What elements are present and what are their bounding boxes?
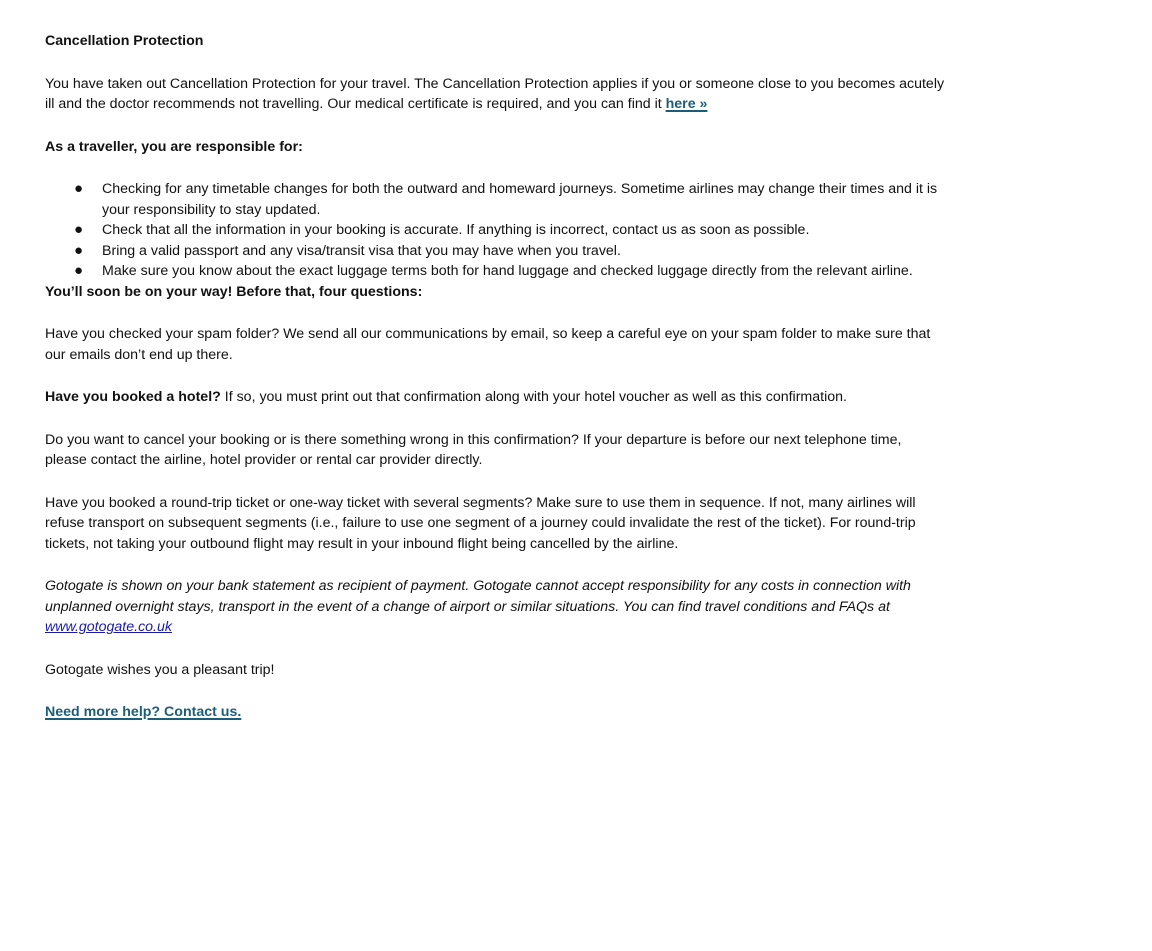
list-item-text: Check that all the information in your booking is accurate. If anything is incorrect, contact us as soon as possible. <box>102 222 810 238</box>
responsibilities-heading: As a traveller, you are responsible for: <box>45 138 303 155</box>
responsibilities-list <box>45 179 945 282</box>
roundtrip-question: Have you booked a round-trip ticket or one-way ticket with several segments? Make sure to use them in sequence. If not, many airlines will refuse transport on subsequent segments (i.e., failure to use one segment of a journey could invalidate the rest of the ticket). For round-trip tickets, not taking your outbound flight may result in your inbound flight being cancelled by the airline. <box>45 494 916 552</box>
disclaimer <box>45 576 945 638</box>
list-item-text: Make sure you know about the exact luggage terms both for hand luggage and checked luggage directly from the relevant airline. <box>102 263 913 279</box>
list-item <box>45 220 945 241</box>
bullet-icon: ● <box>74 241 84 259</box>
list-item-text: Checking for any timetable changes for both the outward and homeward journeys. Sometime airlines may change their times and it is your responsibility to stay updated. <box>102 181 938 218</box>
cancellation-paragraph <box>45 74 945 115</box>
list-item-text: Bring a valid passport and any visa/transit visa that you may have when you travel. <box>102 242 621 259</box>
list-item <box>45 241 945 262</box>
cancellation-body: You have taken out Cancellation Protection for your travel. The Cancellation Protection applies if you or someone close to you becomes acutely ill and the doctor recommends not travelling. Our medical certificate is required, and you can find it <box>45 75 945 112</box>
closing-wish: Gotogate wishes you a pleasant trip! <box>45 661 275 678</box>
spam-question: Have you checked your spam folder? We send all our communications by email, so keep a careful eye on your spam folder to make sure that our emails don’t end up there. <box>45 326 931 363</box>
cancellation-title: Cancellation Protection <box>45 33 204 49</box>
contact-us-link[interactable]: Need more help? Contact us. <box>45 704 242 720</box>
bullet-icon: ● <box>74 221 84 238</box>
help-paragraph <box>45 702 945 723</box>
list-item <box>45 179 945 220</box>
bullet-icon: ● <box>74 262 84 279</box>
disclaimer-text: Gotogate is shown on your bank statement as recipient of payment. Gotogate cannot accept responsibility for any costs in connection with unplanned overnight stays, transport in the event of a change of airport or similar situations. You can find travel conditions and FAQs at <box>45 578 911 615</box>
confirmation-document <box>45 31 945 723</box>
bullet-icon: ● <box>74 180 84 197</box>
list-item <box>45 261 945 282</box>
hotel-question-rest: If so, you must print out that confirmation along with your hotel voucher as well as this confirmation. <box>220 389 847 405</box>
hotel-question-lead: Have you booked a hotel? <box>45 389 221 405</box>
gotogate-website-link[interactable]: www.gotogate.co.uk <box>45 619 172 635</box>
cancel-question: Do you want to cancel your booking or is there something wrong in this confirmation? If your departure is before our next telephone time, please contact the airline, hotel provider or rental car provider directly. <box>45 431 902 468</box>
medical-certificate-link[interactable]: here » <box>665 96 708 112</box>
questions-heading: You’ll soon be on your way! Before that, four questions: <box>45 283 423 300</box>
hotel-question <box>45 387 945 408</box>
